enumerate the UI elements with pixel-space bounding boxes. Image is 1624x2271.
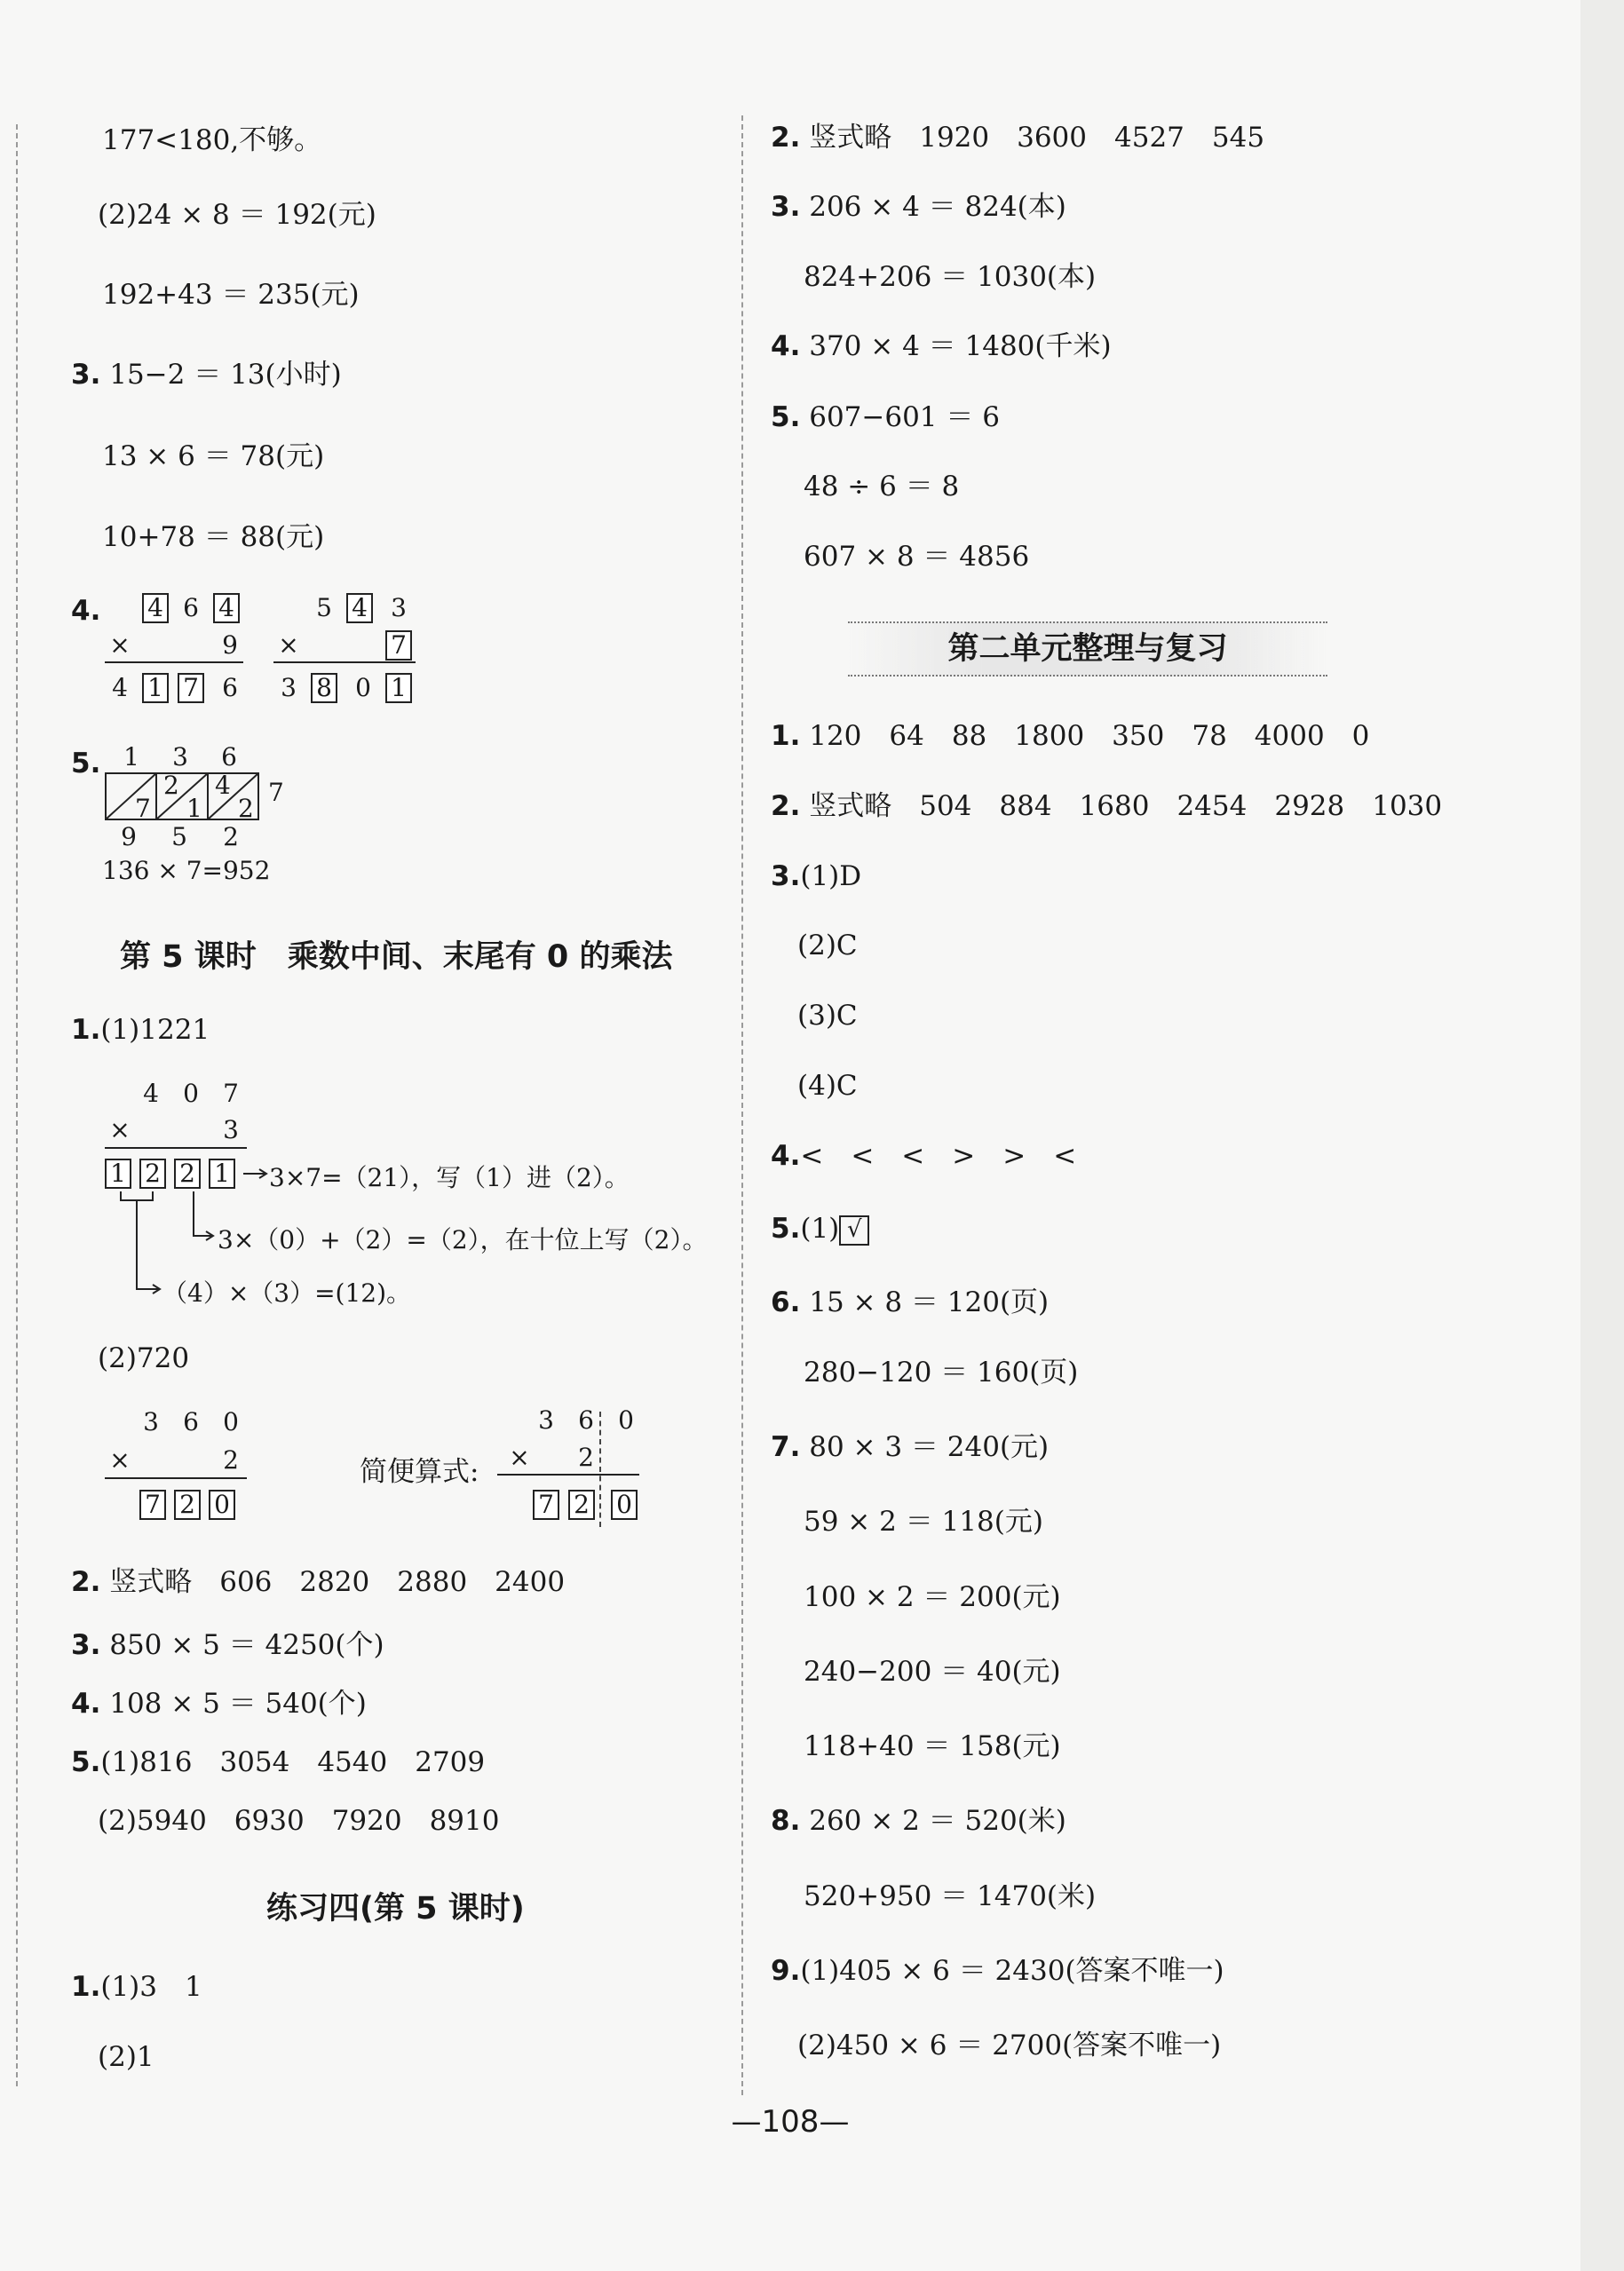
times-sign: × bbox=[109, 630, 131, 660]
answer-line: 3. 850 × 5 ＝ 4250(个) bbox=[71, 1629, 384, 1661]
times-sign: × bbox=[109, 1115, 131, 1144]
answer-line: (2)24 × 8 ＝ 192(元) bbox=[98, 199, 376, 231]
answer-line: 1.(1)1221 bbox=[71, 1014, 210, 1046]
digit-box: 1 bbox=[385, 673, 412, 703]
digit-box: 2 bbox=[139, 1159, 166, 1189]
lattice-digit: 2 bbox=[163, 771, 179, 800]
digit: 3 bbox=[143, 1407, 159, 1436]
rule-line bbox=[105, 661, 243, 663]
answer-line: 59 × 2 ＝ 118(元) bbox=[804, 1506, 1043, 1538]
column-divider bbox=[741, 115, 743, 2095]
digit-box: 4 bbox=[213, 593, 240, 623]
lesson-title: 第 5 课时 乘数中间、末尾有 0 的乘法 bbox=[120, 939, 673, 975]
digit-box: 2 bbox=[174, 1490, 201, 1520]
explanation-note: 3×（0）+（2）=（2），在十位上写（2）。 bbox=[218, 1225, 708, 1254]
answer-line: 100 × 2 ＝ 200(元) bbox=[804, 1581, 1061, 1613]
digit: 2 bbox=[578, 1443, 594, 1472]
lattice-digit: 7 bbox=[135, 794, 151, 823]
answer-line: 3.(1)D bbox=[771, 860, 862, 892]
lattice-digit: 2 bbox=[238, 794, 254, 823]
answer-line: 13 × 6 ＝ 78(元) bbox=[102, 440, 325, 472]
answer-line: (2)1 bbox=[98, 2041, 154, 2073]
digit-box: 0 bbox=[611, 1490, 638, 1520]
digit: 2 bbox=[223, 822, 239, 851]
digit-box: 1 bbox=[105, 1159, 131, 1189]
digit: 3 bbox=[391, 593, 407, 622]
unit-review-title: 第二单元整理与复习 bbox=[848, 621, 1327, 677]
explanation-note: 3×7=（21），写（1）进（2）。 bbox=[269, 1163, 630, 1192]
rule-line bbox=[497, 1474, 639, 1476]
simple-method-label: 简便算式: bbox=[360, 1456, 479, 1488]
rule-line bbox=[105, 1477, 247, 1479]
digit-box: 2 bbox=[568, 1490, 595, 1520]
digit: 6 bbox=[183, 1407, 199, 1436]
rule-line bbox=[273, 661, 416, 663]
answer-line: 4.< < < > > < bbox=[771, 1140, 1077, 1172]
question-number: 5. bbox=[71, 748, 101, 779]
digit-box: 7 bbox=[178, 673, 204, 703]
digit: 5 bbox=[171, 822, 187, 851]
digit: 3 bbox=[538, 1405, 554, 1435]
digit: 6 bbox=[222, 673, 238, 702]
digit: 5 bbox=[316, 593, 332, 622]
digit: 6 bbox=[221, 742, 237, 772]
answer-line: 5. 607−601 ＝ 6 bbox=[771, 401, 1000, 433]
digit: 1 bbox=[123, 742, 139, 772]
digit: 4 bbox=[112, 673, 128, 702]
answer-line: 10+78 ＝ 88(元) bbox=[102, 521, 325, 553]
lattice-digit: 1 bbox=[186, 794, 202, 823]
digit: 0 bbox=[183, 1079, 199, 1108]
answer-line: 240−200 ＝ 40(元) bbox=[804, 1656, 1061, 1688]
binding-gutter bbox=[16, 124, 18, 2086]
answer-line: 3. 206 × 4 ＝ 824(本) bbox=[771, 191, 1066, 223]
answer-line: 5.(1) √ bbox=[771, 1211, 869, 1246]
digit-box: 7 bbox=[533, 1490, 559, 1520]
digit: 3 bbox=[172, 742, 188, 772]
question-number: 4. bbox=[71, 595, 101, 627]
digit-box: 0 bbox=[209, 1490, 235, 1520]
digit-box: 2 bbox=[174, 1159, 201, 1189]
answer-line: 9.(1)405 × 6 ＝ 2430(答案不唯一) bbox=[771, 1955, 1224, 1987]
digit-box: 4 bbox=[142, 593, 169, 623]
answer-line: 824+206 ＝ 1030(本) bbox=[804, 261, 1097, 293]
times-sign: × bbox=[509, 1443, 530, 1472]
times-sign: × bbox=[278, 630, 299, 660]
answer-line: 118+40 ＝ 158(元) bbox=[804, 1730, 1061, 1762]
answer-line: (2)5940 6930 7920 8910 bbox=[98, 1805, 500, 1837]
answer-line: 7. 80 × 3 ＝ 240(元) bbox=[771, 1431, 1050, 1463]
digit: 9 bbox=[121, 822, 137, 851]
digit: 7 bbox=[223, 1079, 239, 1108]
digit-box: 7 bbox=[385, 630, 412, 661]
answer-line: (2)C bbox=[797, 930, 858, 961]
digit: 3 bbox=[223, 1115, 239, 1144]
answer-line: 520+950 ＝ 1470(米) bbox=[804, 1880, 1097, 1912]
page-number: —108— bbox=[731, 2104, 850, 2140]
digit-box: 1 bbox=[209, 1159, 235, 1189]
digit: 3 bbox=[281, 673, 297, 702]
answer-line: 192+43 ＝ 235(元) bbox=[102, 279, 360, 311]
answer-line: 2. 竖式略 606 2820 2880 2400 bbox=[71, 1566, 566, 1598]
digit-box: 8 bbox=[311, 673, 337, 703]
lattice-digit: 4 bbox=[215, 771, 231, 800]
digit: 0 bbox=[223, 1407, 239, 1436]
page-edge bbox=[1580, 0, 1624, 2271]
answer-line: 607 × 8 ＝ 4856 bbox=[804, 541, 1030, 573]
answer-line: 2. 竖式略 1920 3600 4527 545 bbox=[771, 122, 1265, 154]
digit-box: 7 bbox=[139, 1490, 166, 1520]
answer-line: (3)C bbox=[797, 1000, 858, 1032]
answer-line: (4)C bbox=[797, 1070, 858, 1102]
digit: 4 bbox=[143, 1079, 159, 1108]
practice-title: 练习四(第 5 课时) bbox=[266, 1891, 525, 1927]
answer-line: 8. 260 × 2 ＝ 520(米) bbox=[771, 1805, 1066, 1837]
answer-line: 6. 15 × 8 ＝ 120(页) bbox=[771, 1286, 1050, 1318]
answer-line: (2)450 × 6 ＝ 2700(答案不唯一) bbox=[797, 2030, 1222, 2061]
digit: 0 bbox=[618, 1405, 634, 1435]
explanation-note: （4）×（3）=(12)。 bbox=[162, 1278, 412, 1308]
answer-line: 48 ÷ 6 ＝ 8 bbox=[804, 471, 960, 502]
digit: 2 bbox=[223, 1445, 239, 1475]
answer-line: 5.(1)816 3054 4540 2709 bbox=[71, 1746, 486, 1778]
check-box: √ bbox=[839, 1215, 869, 1246]
times-sign: × bbox=[109, 1445, 131, 1475]
answer-line: (2)720 bbox=[98, 1342, 190, 1374]
digit: 9 bbox=[222, 630, 238, 660]
answer-line: 4. 108 × 5 ＝ 540(个) bbox=[71, 1688, 367, 1720]
answer-line: 4. 370 × 4 ＝ 1480(千米) bbox=[771, 330, 1112, 362]
lattice-grid bbox=[105, 772, 259, 820]
answer-line: 1. 120 64 88 1800 350 78 4000 0 bbox=[771, 720, 1370, 752]
digit: 6 bbox=[578, 1405, 594, 1435]
answer-line: 2. 竖式略 504 884 1680 2454 2928 1030 bbox=[771, 790, 1443, 822]
lattice-equation: 136 × 7=952 bbox=[102, 856, 271, 885]
answer-line: 280−120 ＝ 160(页) bbox=[804, 1357, 1079, 1389]
digit: 0 bbox=[355, 673, 371, 702]
answer-line: 1.(1)3 1 bbox=[71, 1971, 202, 2003]
digit: 6 bbox=[183, 593, 199, 622]
answer-line: 3. 15−2 ＝ 13(小时) bbox=[71, 359, 342, 391]
digit-box: 1 bbox=[142, 673, 169, 703]
zero-separator bbox=[599, 1412, 601, 1527]
digit-box: 4 bbox=[346, 593, 373, 623]
rule-line bbox=[105, 1147, 247, 1149]
lattice-side-digit: 7 bbox=[268, 778, 284, 807]
answer-line: 177<180,不够。 bbox=[102, 124, 322, 156]
